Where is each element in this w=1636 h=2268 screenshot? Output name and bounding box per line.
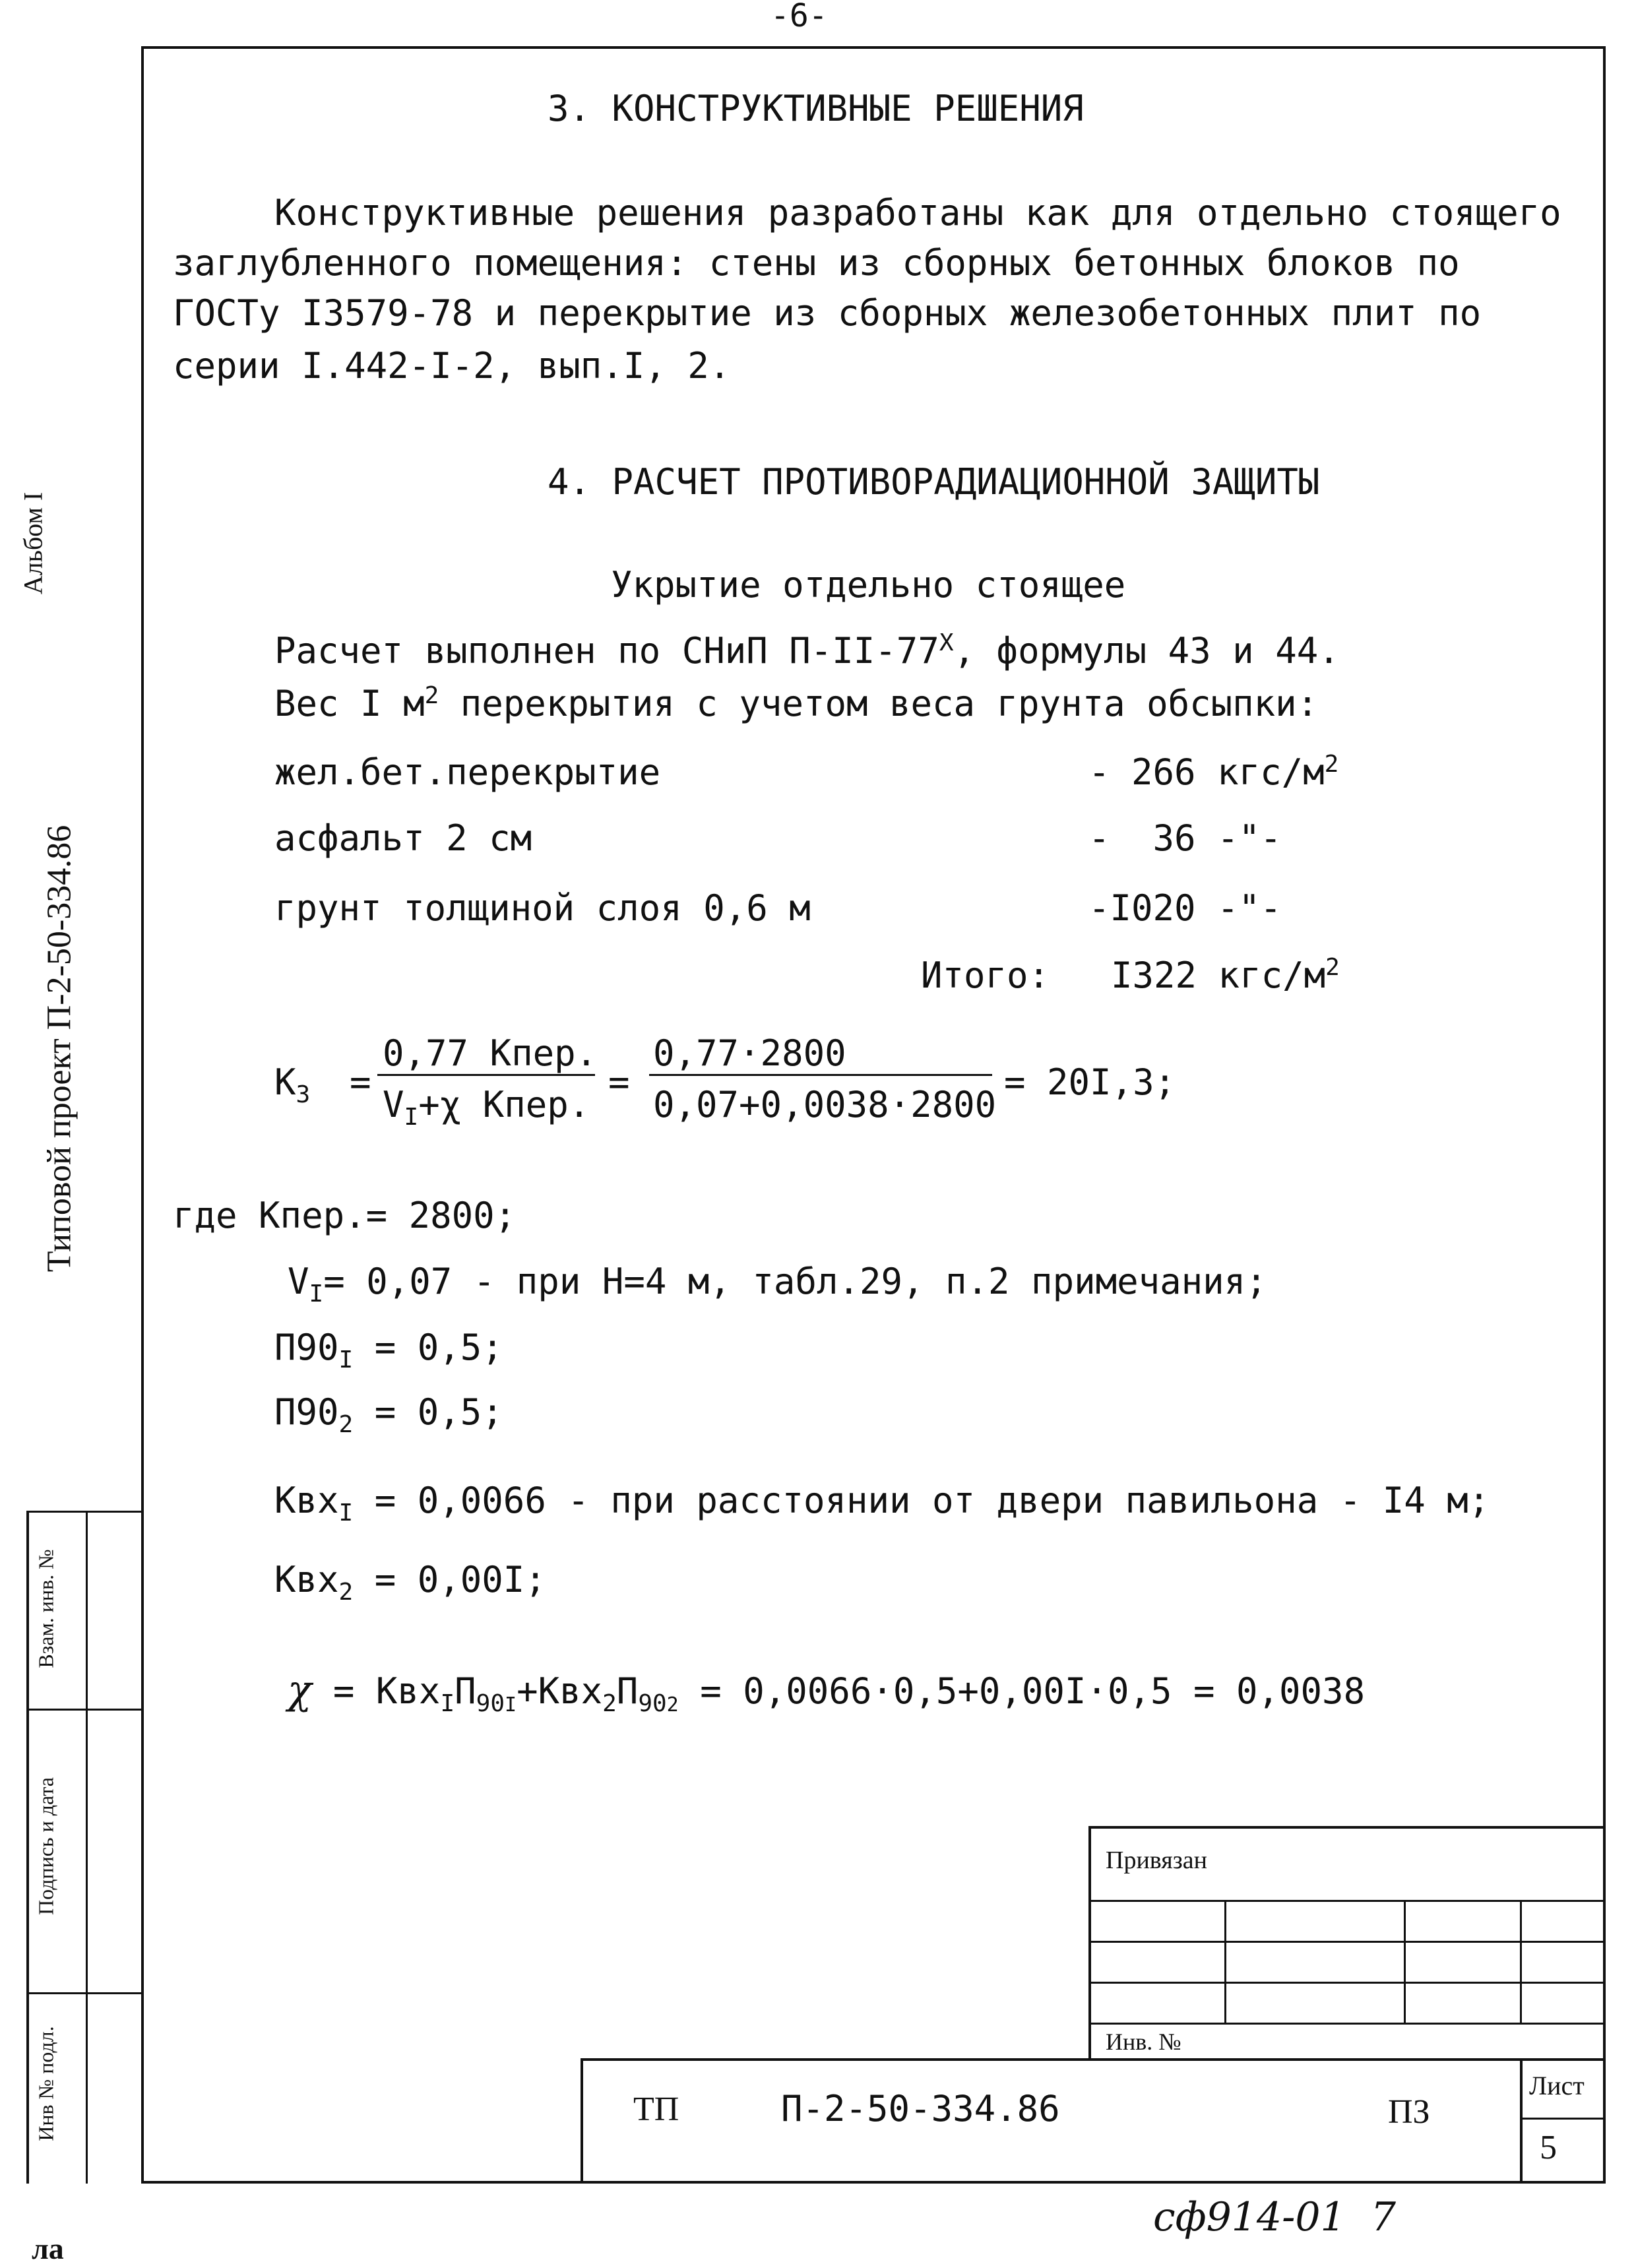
formula-num2: 0,77·2800 (653, 1032, 846, 1074)
stamp-line (1088, 1900, 1606, 1902)
fraction-line (649, 1074, 992, 1076)
corner-fragment: ла (32, 2232, 64, 2265)
formula-eq: = (350, 1061, 371, 1103)
tp-label: ТП (633, 2091, 679, 2128)
stamp-line (1088, 1826, 1606, 1829)
doc-code: ПЗ (1388, 2093, 1430, 2131)
margin-divider (26, 1709, 144, 1711)
where-kper: где Кпер.= 2800; (173, 1195, 517, 1236)
section-4-subtitle: Укрытие отдельно стоящее (611, 564, 1126, 606)
vzam-inv-label: Взам. инв. № (34, 1549, 58, 1668)
privyazan-label: Привязан (1106, 1846, 1207, 1874)
where-v1: $V_I= 0,07$ - при Н=4 м, табл.29, п.2 примечания; (288, 1261, 1267, 1307)
stamp-line (1520, 1900, 1522, 2023)
load-name: грунт толщиной слоя 0,6 м (274, 887, 811, 929)
sheet-label: Лист (1529, 2071, 1585, 2100)
section-4-title: 4. РАСЧЕТ ПРОТИВОРАДИАЦИОННОЙ ЗАЩИТЫ (548, 461, 1320, 503)
load-value: -I020 -"- (1088, 887, 1282, 929)
stamp-line (1088, 1941, 1606, 1943)
handwritten-note: сф914-01 7 (1153, 2194, 1397, 2240)
load-value: - 36 -"- (1088, 817, 1282, 859)
margin-divider (26, 1511, 144, 1513)
calc-basis-line: Расчет выполнен по СНиП $П-II-77^Х$, формулы 43 и 44. (274, 629, 1340, 672)
formula-eq2: = (608, 1061, 630, 1103)
where-kvx-2: Квх$_2$ = 0,00I; (274, 1559, 546, 1606)
weight-intro-line: Вес I $м^2$ перекрытия с учетом веса грунта обсыпки: (274, 682, 1319, 724)
stamp-line (1224, 1900, 1226, 2023)
where-p90-2: $П90_2 = 0,5$; (274, 1391, 503, 1438)
margin-divider-inner (86, 1511, 88, 2184)
formula-den2: 0,07+0,0038·2800 (653, 1084, 997, 1125)
album-label: Альбом I (18, 491, 48, 595)
stamp-line (1520, 2118, 1606, 2120)
where-p90-1: $П90_I = 0,5$; (274, 1327, 503, 1373)
page-number: -6- (771, 0, 828, 34)
formula-num1: 0,77 Кпер. (383, 1032, 598, 1074)
formula-lhs: $К_З$ (274, 1061, 311, 1108)
total-value: I322 кгс/$м^2$ (1111, 954, 1340, 996)
load-name: жел.бет.перекрытие (274, 751, 661, 793)
stamp-line (1404, 1900, 1406, 2023)
stamp-line (1520, 2058, 1523, 2184)
stamp-line (581, 2058, 583, 2184)
formula-den1: $V_I+\chi$ Кпер. (383, 1084, 590, 1131)
fraction-line (377, 1074, 595, 1076)
sheet-number: 5 (1540, 2129, 1557, 2166)
section-3-title: 3. КОНСТРУКТИВНЫЕ РЕШЕНИЯ (548, 88, 1084, 129)
paragraph-line: заглубленного помещения: стены из сборных бетонных блоков по (173, 242, 1460, 284)
stamp-line (1088, 1982, 1606, 1984)
total-label: Итого: (921, 955, 1050, 996)
chi-formula: $\chi = Квх_IП_{90I}+Квх_2П_{902} = 0,0066\cdot 0,5+0,00I\cdot 0,5 = 0,0038$ (288, 1667, 1366, 1717)
margin-divider (26, 1992, 144, 1994)
stamp-line (1088, 2023, 1606, 2025)
project-code: П-2-50-334.86 (781, 2088, 1060, 2129)
where-kvx-1: Квх$_I$ = 0,0066 - при расстоянии от двери павильона - I4 м; (274, 1480, 1490, 1527)
stamp-line (581, 2058, 1606, 2061)
signature-date-label: Подпись и дата (34, 1777, 58, 1915)
project-label: Типовой проект П-2-50-334.86 (40, 825, 79, 1273)
margin-strip-line (26, 1511, 29, 2184)
load-value: - 266 кгс/$м^2$ (1088, 751, 1339, 793)
inv-no-label: Инв. № (1106, 2029, 1181, 2055)
paragraph-line: ГОСТу I3579-78 и перекрытие из сборных железобетонных плит по (173, 292, 1482, 334)
paragraph-line: серии I.442-I-2, вып.I, 2. (173, 345, 731, 387)
paragraph-line: Конструктивные решения разработаны как для отдельно стоящего (274, 192, 1561, 234)
load-name: асфальт 2 см (274, 817, 532, 859)
formula-result: = 20I,3; (1004, 1061, 1176, 1103)
inv-podl-label: Инв № подл. (34, 2026, 58, 2141)
